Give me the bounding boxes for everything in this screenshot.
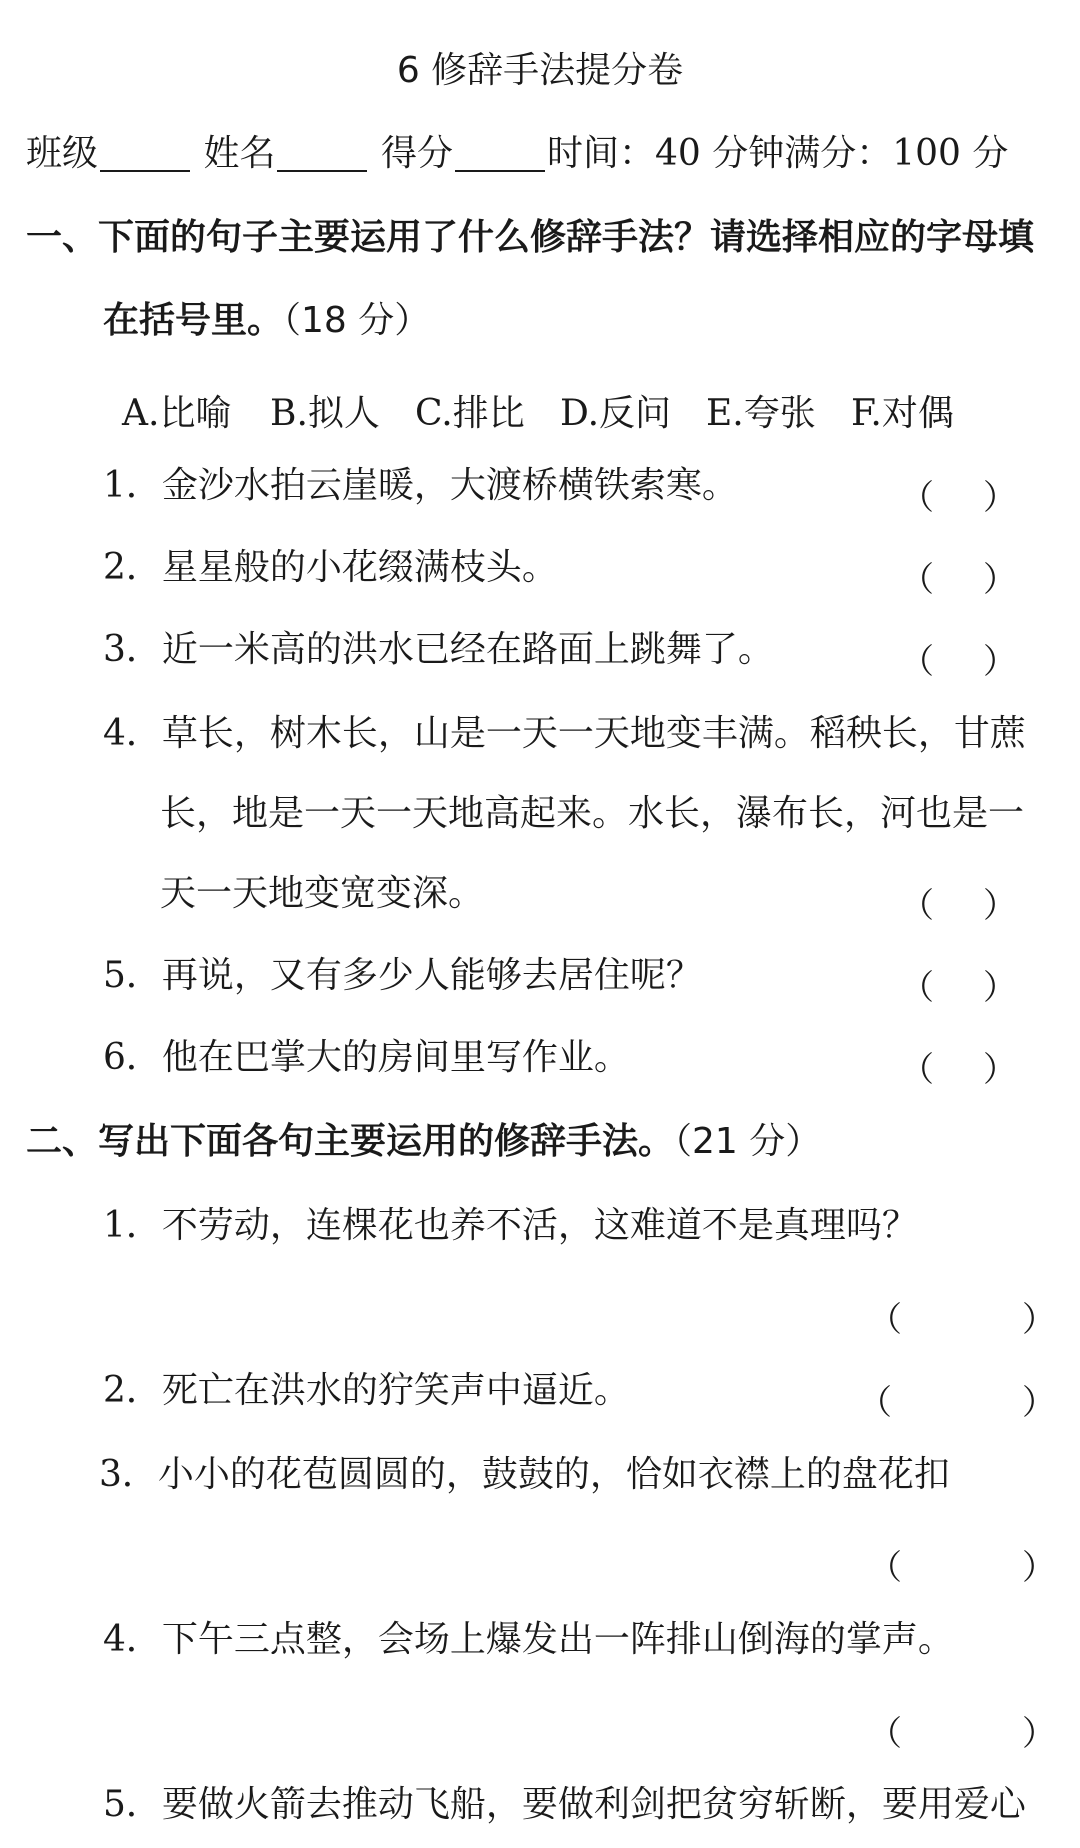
s2-q1-text: 不劳动，连棵花也养不活，这难道不是真理吗？ [161, 1205, 918, 1246]
s2-q2-answer-paren-open[interactable]: （ [858, 1383, 892, 1423]
s1-q4-line3: 天一天地变宽变深。 [160, 873, 485, 914]
s2-q1-num: 1． [103, 1205, 162, 1246]
s2-q4-answer-paren-open[interactable]: （ [868, 1714, 902, 1754]
section1-score: （18 分） [283, 300, 431, 341]
s1-q2-text: 星星般的小花缀满枝头。 [161, 547, 558, 588]
s1-q1-num: 1． [103, 465, 162, 506]
class-label: 班级 [26, 133, 99, 174]
s1-q6-text: 他在巴掌大的房间里写作业。 [161, 1037, 630, 1078]
s1-q3-answer-paren-close: ） [983, 642, 1017, 682]
s1-q1-answer-paren-open[interactable]: （ [900, 478, 934, 518]
section2-heading [26, 1121, 822, 1162]
option-d: D.反问 [560, 393, 672, 434]
s1-q4-num: 4． [103, 713, 162, 754]
section2-heading-text: 二、写出下面各句主要运用的修辞手法。 [26, 1121, 675, 1162]
s1-q3 [103, 629, 774, 670]
s1-q2-num: 2． [103, 547, 162, 588]
s1-q6 [103, 1037, 630, 1078]
s1-q6-num: 6． [103, 1037, 162, 1078]
section1-heading [26, 217, 1035, 258]
s2-q5-num: 5． [103, 1784, 162, 1825]
s2-q1-answer-paren-close: ） [1022, 1300, 1056, 1340]
s1-q4-answer-paren-close: ） [983, 886, 1017, 926]
s2-q1 [103, 1205, 918, 1246]
s2-q3-text: 小小的花苞圆圆的，鼓鼓的，恰如衣襟上的盘花扣 [157, 1454, 950, 1495]
s1-q5-answer-paren-open[interactable]: （ [900, 968, 934, 1008]
s1-q4-answer-paren-open[interactable]: （ [900, 886, 934, 926]
s1-q1 [103, 465, 738, 506]
s2-q3-answer-paren-open[interactable]: （ [868, 1548, 902, 1588]
time-text: 时间：40 分钟满分：100 分 [546, 133, 1009, 174]
s1-q2 [103, 547, 558, 588]
score-blank[interactable] [455, 140, 545, 172]
option-a: A.比喻 [122, 393, 232, 434]
s2-q3-num: 3． [99, 1454, 158, 1495]
s2-q4-num: 4． [103, 1619, 162, 1660]
s1-q1-text: 金沙水拍云崖暖，大渡桥横铁索寒。 [161, 465, 738, 506]
s1-q4-line1: 草长，树木长，山是一天一天地变丰满。稻秧长，甘蔗 [161, 713, 1026, 754]
name-blank[interactable] [277, 140, 367, 172]
s1-q5 [103, 955, 702, 996]
s2-q2-answer-paren-close: ） [1022, 1383, 1056, 1423]
s2-q4-text: 下午三点整，会场上爆发出一阵排山倒海的掌声。 [161, 1619, 954, 1660]
s1-q4-line2: 长，地是一天一天地高起来。水长，瀑布长，河也是一 [160, 793, 1025, 834]
s2-q4 [103, 1619, 954, 1660]
s1-q3-answer-paren-open[interactable]: （ [900, 642, 934, 682]
class-blank[interactable] [100, 140, 190, 172]
option-e: E.夸张 [706, 393, 816, 434]
info-line [26, 133, 1009, 174]
s1-q5-num: 5． [103, 955, 162, 996]
section2-score: （21 分） [674, 1121, 822, 1162]
option-f: F.对偶 [851, 393, 954, 434]
section1-heading-line1: 一、下面的句子主要运用了什么修辞手法？请选择相应的字母填 [26, 217, 1035, 258]
s2-q4-answer-paren-close: ） [1022, 1714, 1056, 1754]
option-b: B.拟人 [270, 393, 380, 434]
name-label: 姓名 [203, 133, 276, 174]
s1-q5-text: 再说，又有多少人能够去居住呢？ [161, 955, 702, 996]
s1-q2-answer-paren-close: ） [983, 560, 1017, 600]
s2-q1-answer-paren-open[interactable]: （ [868, 1300, 902, 1340]
s1-q5-answer-paren-close: ） [983, 968, 1017, 1008]
s1-q3-num: 3． [103, 629, 162, 670]
s2-q2-text: 死亡在洪水的狞笑声中逼近。 [161, 1370, 630, 1411]
section1-heading-cont [103, 300, 431, 341]
score-label: 得分 [380, 133, 453, 174]
s1-q6-answer-paren-close: ） [983, 1050, 1017, 1090]
s1-q3-text: 近一米高的洪水已经在路面上跳舞了。 [161, 629, 774, 670]
s1-q2-answer-paren-open[interactable]: （ [900, 560, 934, 600]
s1-q4 [103, 713, 1026, 754]
page-title: 6 修辞手法提分卷 [396, 50, 684, 91]
s1-q1-answer-paren-close: ） [983, 478, 1017, 518]
s2-q2 [103, 1370, 630, 1411]
s2-q3-answer-paren-close: ） [1022, 1548, 1056, 1588]
s2-q2-num: 2． [103, 1370, 162, 1411]
s2-q5-text: 要做火箭去推动飞船，要做利剑把贫穷斩断，要用爱心 [161, 1784, 1026, 1825]
s1-q6-answer-paren-open[interactable]: （ [900, 1050, 934, 1090]
s2-q5 [103, 1784, 1026, 1825]
s2-q3 [99, 1454, 950, 1495]
option-c: C.排比 [415, 393, 525, 434]
section1-heading-line2: 在括号里。 [103, 300, 284, 341]
